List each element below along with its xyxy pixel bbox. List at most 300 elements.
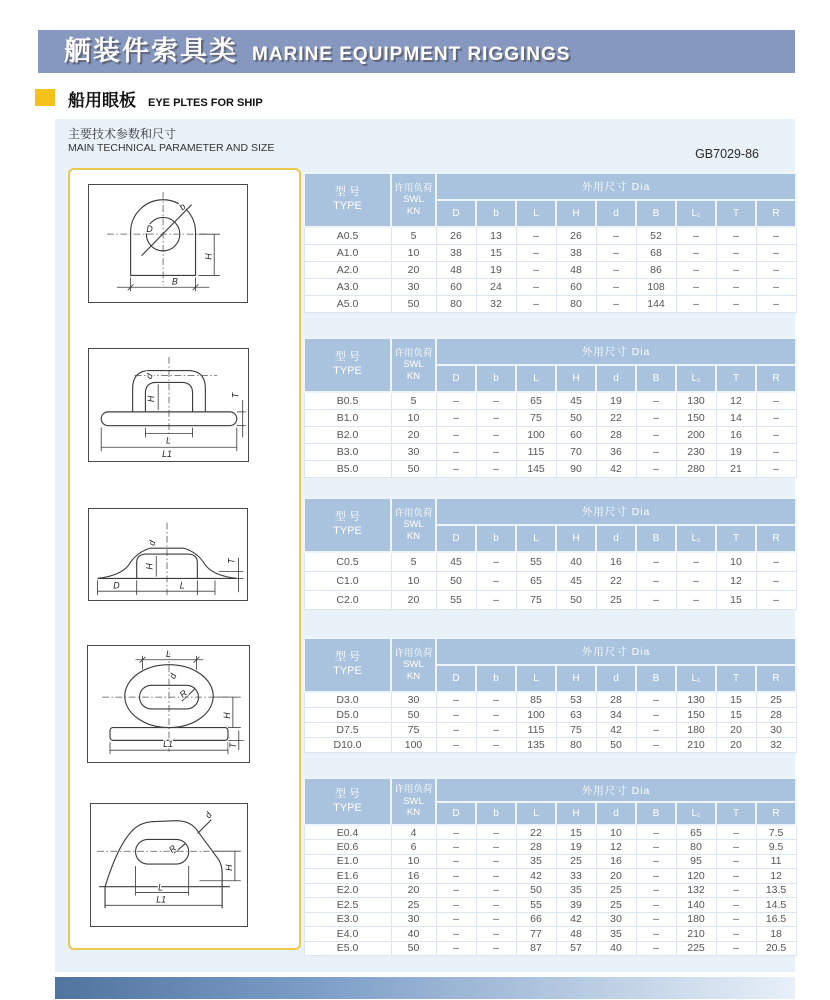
cell-value: 130 [676, 692, 716, 707]
page-title-zh: 舾装件索具类 [64, 36, 238, 66]
cell-value: – [676, 590, 716, 609]
cell-value: 20 [391, 261, 436, 278]
section-heading [68, 86, 263, 111]
type-e-diagram [91, 804, 247, 926]
cell-value: 25 [596, 898, 636, 913]
cell-type: A1.0 [304, 244, 391, 261]
cell-value: – [476, 692, 516, 707]
column-header-dim: d [596, 525, 636, 552]
cell-value: – [476, 854, 516, 869]
cell-value: 50 [391, 295, 436, 312]
cell-value: 16.5 [756, 912, 796, 927]
cell-value: 63 [556, 707, 596, 722]
header-line: TYPE [333, 665, 362, 677]
diagram-box-d [87, 645, 250, 763]
cell-value: 16 [716, 426, 756, 443]
cell-value: – [596, 244, 636, 261]
cell-value: 210 [676, 927, 716, 942]
cell-value: – [476, 825, 516, 840]
column-header-dim: H [556, 802, 596, 825]
dim-label-H: H [223, 864, 234, 871]
cell-value: 5 [391, 392, 436, 409]
cell-value: 42 [596, 460, 636, 477]
cell-value: – [676, 295, 716, 312]
cell-value: 50 [596, 737, 636, 752]
column-header-dim: L [516, 525, 556, 552]
cell-value: – [756, 443, 796, 460]
dim-label-R: R [177, 687, 189, 700]
column-header-dim: R [756, 802, 796, 825]
cell-value: 50 [391, 941, 436, 956]
header-line: TYPE [333, 525, 362, 537]
header-line: KN [406, 670, 421, 682]
cell-value: – [436, 941, 476, 956]
cell-value: 28 [596, 426, 636, 443]
cell-type: C0.5 [304, 552, 391, 571]
table-row [304, 227, 796, 244]
cell-value: – [476, 898, 516, 913]
cell-value: – [476, 443, 516, 460]
header-line: 型 号 [334, 651, 361, 664]
cell-value: – [756, 409, 796, 426]
column-header-dim: d [596, 365, 636, 392]
table-row [304, 707, 796, 722]
header-line: TYPE [333, 801, 362, 814]
cell-value: 57 [556, 941, 596, 956]
cell-value: – [756, 278, 796, 295]
cell-value: – [636, 854, 676, 869]
table-row [304, 590, 796, 609]
cell-type: E4.0 [304, 927, 391, 942]
cell-value: – [636, 927, 676, 942]
header-line: SWL [403, 519, 424, 531]
column-header-type [304, 778, 391, 825]
dim-label-d: d [167, 672, 179, 681]
cell-value: 53 [556, 692, 596, 707]
cell-value: 10 [391, 571, 436, 590]
header-line: KN [406, 530, 421, 542]
cell-type: B5.0 [304, 460, 391, 477]
spec-table-B [303, 337, 797, 478]
cell-value: 100 [516, 707, 556, 722]
column-header-dim: d [596, 802, 636, 825]
cell-value: – [476, 840, 516, 855]
cell-value: – [516, 261, 556, 278]
cell-value: 48 [556, 261, 596, 278]
dim-label-T: T [227, 742, 238, 749]
cell-value: 50 [391, 707, 436, 722]
dim-label-D: D [146, 224, 153, 235]
cell-value: – [676, 278, 716, 295]
diagram-box-c [88, 508, 248, 601]
table-row [304, 825, 796, 840]
cell-value: 13.5 [756, 883, 796, 898]
column-header-dimensions: 外用尺寸 Dia [436, 778, 796, 802]
column-header-type [304, 498, 391, 552]
cell-value: 6 [391, 840, 436, 855]
cell-value: 87 [516, 941, 556, 956]
column-header-dim: B [636, 200, 676, 227]
column-header-dim: B [636, 802, 676, 825]
cell-value: – [716, 825, 756, 840]
spec-table-E [303, 777, 797, 956]
cell-value: 42 [516, 869, 556, 884]
column-header-dim: T [716, 525, 756, 552]
cell-value: – [436, 392, 476, 409]
cell-value: – [716, 227, 756, 244]
cell-type: E0.4 [304, 825, 391, 840]
cell-value: 55 [516, 898, 556, 913]
cell-value: 32 [756, 737, 796, 752]
cell-value: 30 [391, 278, 436, 295]
column-header-dim: L₁ [676, 802, 716, 825]
column-header-dim: L [516, 802, 556, 825]
cell-value: 230 [676, 443, 716, 460]
cell-value: – [636, 722, 676, 737]
column-header-dim: D [436, 525, 476, 552]
column-header-dim: H [556, 665, 596, 692]
cell-type: B0.5 [304, 392, 391, 409]
dim-label-H: H [203, 253, 214, 260]
panel-subtitle-zh: 主要技术参数和尺寸 [68, 127, 177, 141]
table-row [304, 426, 796, 443]
column-header-dim: B [636, 665, 676, 692]
cell-value: 14.5 [756, 898, 796, 913]
cell-value: – [596, 227, 636, 244]
dim-label-d: d [202, 810, 214, 820]
column-header-dim: b [476, 802, 516, 825]
dim-label-L: L [158, 882, 164, 893]
dim-label-L1: L1 [162, 449, 172, 460]
cell-value: – [756, 426, 796, 443]
cell-value: – [636, 443, 676, 460]
cell-value: – [476, 426, 516, 443]
dim-label-H: H [221, 712, 232, 719]
column-header-swl [391, 338, 436, 392]
cell-value: – [436, 927, 476, 942]
cell-value: 36 [596, 443, 636, 460]
cell-type: B3.0 [304, 443, 391, 460]
dim-label-T: T [226, 558, 237, 564]
type-c-diagram [89, 509, 247, 600]
cell-value: 30 [596, 912, 636, 927]
column-header-dimensions: 外用尺寸 Dia [436, 338, 796, 365]
cell-value: 75 [516, 590, 556, 609]
cell-value: 22 [596, 571, 636, 590]
table-row [304, 409, 796, 426]
cell-value: – [676, 227, 716, 244]
cell-value: 20 [391, 426, 436, 443]
column-header-dim: L₁ [676, 525, 716, 552]
cell-value: 30 [756, 722, 796, 737]
column-header-dim: d [596, 200, 636, 227]
cell-value: – [476, 869, 516, 884]
header-line: TYPE [333, 200, 362, 212]
header-line: KN [406, 807, 421, 819]
column-header-type [304, 338, 391, 392]
header-line: SWL [403, 359, 424, 371]
cell-value: 25 [556, 854, 596, 869]
header-line: 许用负荷 [394, 182, 433, 194]
table-row [304, 552, 796, 571]
diagram-box-e [90, 803, 248, 927]
cell-value: 80 [556, 295, 596, 312]
cell-value: – [716, 840, 756, 855]
column-header-dim: T [716, 200, 756, 227]
cell-value: 55 [516, 552, 556, 571]
cell-value: – [436, 883, 476, 898]
column-header-dim: L₁ [676, 365, 716, 392]
cell-value: 20 [391, 590, 436, 609]
page-title-en: MARINE EQUIPMENT RIGGINGS [252, 44, 571, 65]
cell-value: 75 [516, 409, 556, 426]
header-line: 许用负荷 [394, 647, 433, 659]
cell-value: 16 [596, 552, 636, 571]
column-header-dim: T [716, 665, 756, 692]
cell-value: – [596, 278, 636, 295]
cell-type: E3.0 [304, 912, 391, 927]
table-row [304, 692, 796, 707]
cell-value: 13 [476, 227, 516, 244]
cell-value: 30 [391, 912, 436, 927]
cell-value: – [476, 941, 516, 956]
cell-type: A5.0 [304, 295, 391, 312]
cell-value: 180 [676, 722, 716, 737]
cell-value: 40 [596, 941, 636, 956]
spec-table-D [303, 637, 797, 753]
cell-value: 39 [556, 898, 596, 913]
cell-value: – [436, 692, 476, 707]
cell-value: 28 [516, 840, 556, 855]
column-header-dim: R [756, 525, 796, 552]
cell-value: – [436, 825, 476, 840]
cell-type: C2.0 [304, 590, 391, 609]
cell-value: – [756, 590, 796, 609]
cell-value: 20 [716, 737, 756, 752]
dim-label-L: L [179, 580, 185, 591]
column-header-dim: L [516, 665, 556, 692]
cell-value: 10 [391, 854, 436, 869]
cell-type: A2.0 [304, 261, 391, 278]
column-header-dim: D [436, 365, 476, 392]
cell-value: 70 [556, 443, 596, 460]
cell-value: 100 [391, 737, 436, 752]
column-header-type [304, 638, 391, 692]
cell-type: A3.0 [304, 278, 391, 295]
cell-value: 80 [436, 295, 476, 312]
cell-value: – [636, 409, 676, 426]
dim-label-H: H [144, 563, 155, 570]
cell-value: 28 [756, 707, 796, 722]
cell-value: 12 [716, 571, 756, 590]
diagram-box-a [88, 184, 248, 303]
cell-value: – [436, 854, 476, 869]
cell-value: 19 [476, 261, 516, 278]
table-row [304, 840, 796, 855]
cell-value: – [636, 840, 676, 855]
cell-value: – [516, 227, 556, 244]
cell-value: – [676, 244, 716, 261]
header-line: 型 号 [334, 351, 361, 364]
cell-value: 33 [556, 869, 596, 884]
cell-value: – [636, 898, 676, 913]
column-header-dim: b [476, 525, 516, 552]
cell-value: 60 [556, 278, 596, 295]
dim-label-R: R [166, 842, 179, 855]
dim-label-L: L [166, 648, 171, 659]
cell-value: 45 [436, 552, 476, 571]
cell-value: – [676, 261, 716, 278]
cell-value: 100 [516, 426, 556, 443]
dim-label-D: D [113, 580, 120, 591]
cell-value: – [756, 552, 796, 571]
cell-value: 9.5 [756, 840, 796, 855]
cell-value: 150 [676, 409, 716, 426]
table-row [304, 869, 796, 884]
cell-value: – [436, 707, 476, 722]
cell-type: B1.0 [304, 409, 391, 426]
cell-value: 26 [436, 227, 476, 244]
cell-type: A0.5 [304, 227, 391, 244]
dim-label-T: T [230, 392, 241, 399]
cell-value: 48 [556, 927, 596, 942]
cell-value: 50 [556, 590, 596, 609]
dim-label-d: d [143, 372, 155, 381]
cell-value: 66 [516, 912, 556, 927]
column-header-dimensions: 外用尺寸 Dia [436, 498, 796, 525]
header-line: 许用负荷 [394, 784, 433, 796]
table-row [304, 295, 796, 312]
column-header-dim: D [436, 200, 476, 227]
cell-value: 10 [596, 825, 636, 840]
column-header-dim: H [556, 365, 596, 392]
column-header-dim: D [436, 665, 476, 692]
cell-value: 34 [596, 707, 636, 722]
cell-type: E5.0 [304, 941, 391, 956]
table-row [304, 722, 796, 737]
column-header-dim: L₁ [676, 665, 716, 692]
cell-value: 26 [556, 227, 596, 244]
column-header-swl [391, 638, 436, 692]
cell-value: 77 [516, 927, 556, 942]
dim-label-L: L [166, 435, 171, 446]
cell-value: 48 [436, 261, 476, 278]
cell-value: 20 [716, 722, 756, 737]
cell-value: 210 [676, 737, 716, 752]
header-line: 许用负荷 [394, 347, 433, 359]
column-header-dim: R [756, 665, 796, 692]
cell-value: 135 [516, 737, 556, 752]
cell-value: 280 [676, 460, 716, 477]
cell-value: 115 [516, 722, 556, 737]
cell-value: – [596, 261, 636, 278]
type-b-diagram [89, 349, 248, 461]
table-row [304, 460, 796, 477]
cell-value: 32 [476, 295, 516, 312]
header-line: KN [406, 205, 421, 217]
cell-value: – [636, 552, 676, 571]
cell-value: – [716, 898, 756, 913]
cell-value: 15 [716, 590, 756, 609]
table-row [304, 392, 796, 409]
cell-value: 25 [391, 898, 436, 913]
cell-value: 38 [436, 244, 476, 261]
cell-value: 50 [516, 883, 556, 898]
cell-type: D7.5 [304, 722, 391, 737]
header-line: TYPE [333, 365, 362, 377]
cell-value: – [716, 883, 756, 898]
cell-value: 42 [596, 722, 636, 737]
cell-type: D5.0 [304, 707, 391, 722]
dim-label-b: b [177, 201, 188, 212]
cell-value: – [636, 426, 676, 443]
cell-type: E0.6 [304, 840, 391, 855]
cell-value: – [476, 722, 516, 737]
header-line: 型 号 [334, 186, 361, 199]
cell-value: 40 [556, 552, 596, 571]
column-header-dimensions: 外用尺寸 Dia [436, 638, 796, 665]
cell-value: – [436, 443, 476, 460]
cell-value: – [436, 898, 476, 913]
header-line: SWL [403, 194, 424, 206]
cell-value: 45 [556, 392, 596, 409]
cell-value: 80 [676, 840, 716, 855]
cell-value: – [476, 927, 516, 942]
cell-value: 10 [391, 244, 436, 261]
cell-value: – [636, 460, 676, 477]
section-title-en: EYE PLTES FOR SHIP [148, 97, 263, 109]
column-header-dim: T [716, 802, 756, 825]
dim-label-H: H [146, 395, 157, 403]
cell-value: – [436, 737, 476, 752]
header-line: 许用负荷 [394, 507, 433, 519]
cell-value: – [716, 295, 756, 312]
column-header-dim: d [596, 665, 636, 692]
cell-value: – [716, 927, 756, 942]
cell-value: 28 [596, 692, 636, 707]
cell-value: 7.5 [756, 825, 796, 840]
column-header-dim: b [476, 200, 516, 227]
cell-value: 40 [391, 927, 436, 942]
column-header-dim: H [556, 525, 596, 552]
cell-value: 19 [556, 840, 596, 855]
cell-value: 60 [436, 278, 476, 295]
cell-value: – [476, 737, 516, 752]
column-header-dim: R [756, 365, 796, 392]
cell-type: E1.6 [304, 869, 391, 884]
table-row [304, 261, 796, 278]
cell-value: 55 [436, 590, 476, 609]
cell-value: 85 [516, 692, 556, 707]
column-header-type [304, 173, 391, 227]
header-line: 型 号 [334, 511, 361, 524]
cell-value: 12 [756, 869, 796, 884]
yellow-bullet-icon [35, 89, 55, 106]
cell-value: 25 [756, 692, 796, 707]
cell-type: C1.0 [304, 571, 391, 590]
cell-value: – [716, 244, 756, 261]
cell-value: 21 [716, 460, 756, 477]
cell-value: 16 [391, 869, 436, 884]
table-row [304, 941, 796, 956]
table-row [304, 854, 796, 869]
table-row [304, 912, 796, 927]
cell-value: 200 [676, 426, 716, 443]
cell-value: 5 [391, 552, 436, 571]
column-header-swl [391, 498, 436, 552]
column-header-dim: L [516, 365, 556, 392]
standard-code: GB7029-86 [695, 147, 759, 161]
